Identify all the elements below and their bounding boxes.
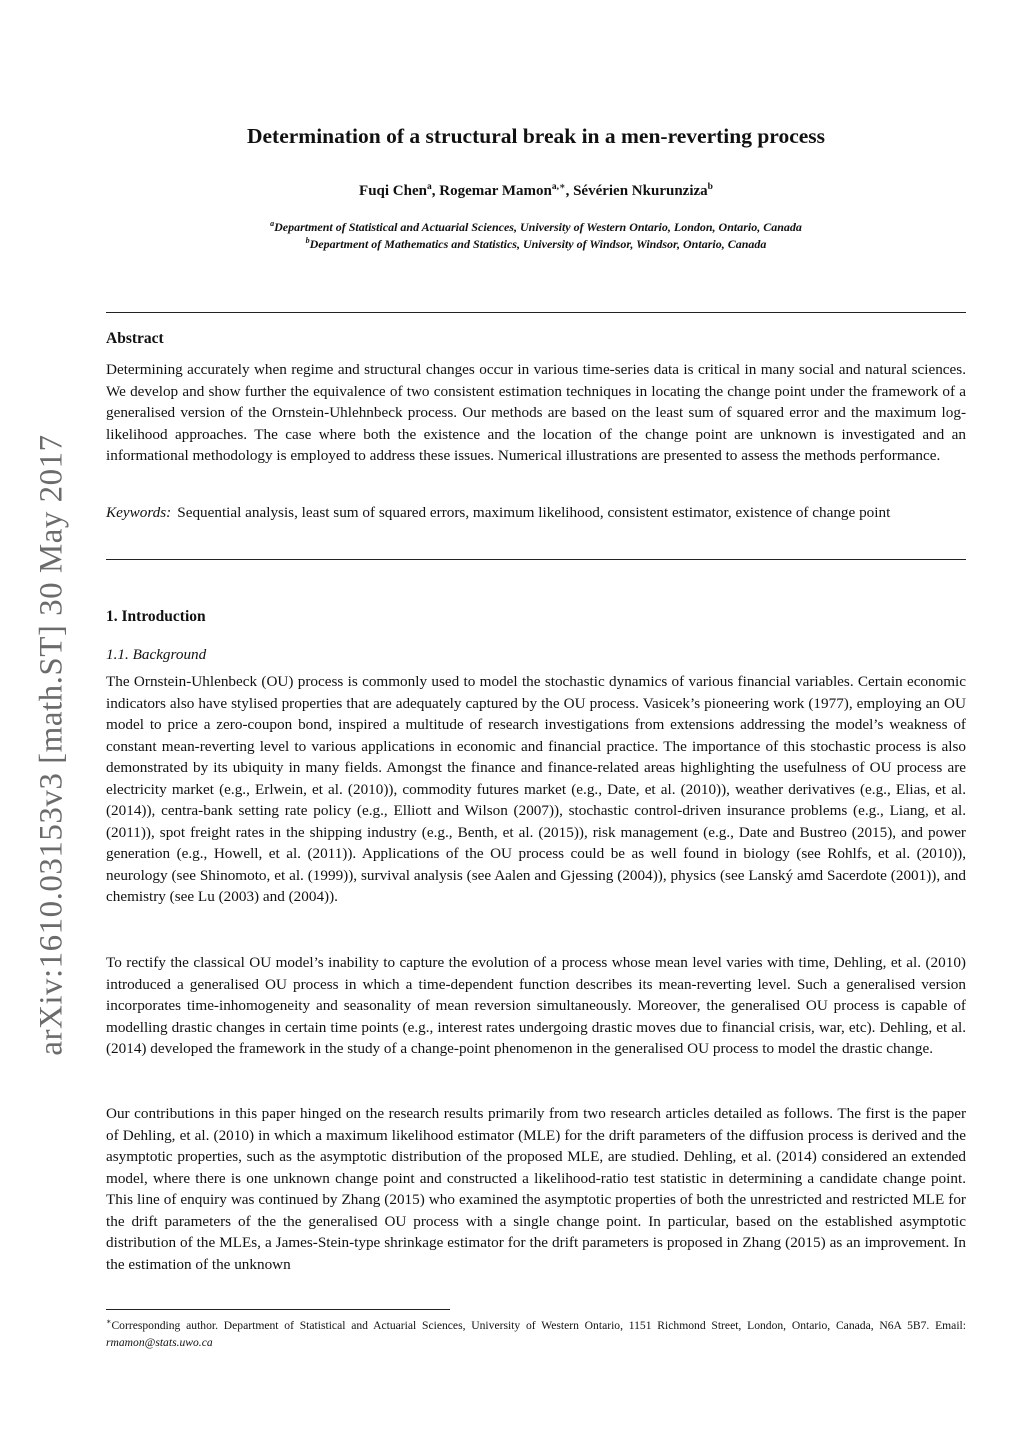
- section-heading: 1. Introduction: [106, 608, 206, 625]
- body-paragraph: The Ornstein-Uhlenbeck (OU) process is commonly used to model the stochastic dynamics of various financial variables. Certain economic indicators also have stylised properties that are adequately captured by the OU process. Vasicek’s pioneering work (1977), employing an OU model to price a zero-coupon bond, inspired a multitude of research investigations from extensions addressing the model’s weakness of constant mean-reverting level to various applications in economic and financial practice. The importance of this stochastic process is also demonstrated by its ubiquity in many fields. Amongst the finance and finance-related areas highlighting the usefulness of OU process are electricity market (e.g., Erlwein, et al. (2010)), commodity futures market (e.g., Date, et al. (2010)), weather derivatives (e.g., Elias, et al. (2014)), centra-bank setting rate policy (e.g., Elliott and Wilson (2007)), stochastic control-driven insurance problems (e.g., Liang, et al. (2011)), spot freight rates in the shipping industry (e.g., Benth, et al. (2015)), risk management (e.g., Date and Bustreo (2015), and power generation (e.g., Howell, et al. (2011)). Applications of the OU process could be as well found in biology (see Rohlfs, et al. (2010)), neurology (see Shinomoto, et al. (1999)), survival analysis (see Aalen and Gjessing (2004)), physics (see Lanský amd Sacerdote (2001)), and chemistry (see Lu (2003) and (2004)).: [106, 673, 966, 905]
- paper-title: Determination of a structural break in a men-reverting process: [246, 124, 826, 148]
- affiliation-text: Department of Statistical and Actuarial Sciences, University of Western Ontario, London, Ontario, Canada: [274, 220, 802, 234]
- footnote-text: Corresponding author. Department of Statistical and Actuarial Sciences, University of Western Ontario, 1151 Richmond Street, London, Ontario, Canada, N6A 5B7. Email:: [111, 1318, 966, 1332]
- subsection-heading: 1.1. Background: [106, 646, 207, 663]
- affiliation-mark: b: [305, 236, 310, 245]
- abstract-text: Determining accurately when regime and structural changes occur in various time-series data is critical in many social and natural sciences. We develop and show further the equivalence of two consistent estimation techniques in locating the change point under the framework of a generalised version of the Ornstein-Uhlehnbeck process. Our methods are based on the least sum of squared error and the maximum log-likelihood approaches. The case where both the existence and the location of the change point are unknown is investigated and an informational methodology is employed to address these issues. Numerical illustrations are presented to assess the methods performance.: [106, 361, 966, 464]
- footnote: [106, 1313, 966, 1351]
- author-affil-mark: b: [707, 182, 713, 192]
- author-name: Fuqi Chen: [359, 183, 427, 199]
- author-name: Sévérien Nkurunziza: [573, 183, 708, 199]
- author-affil-mark: a: [427, 182, 432, 192]
- footnote-rule: [106, 1309, 450, 1310]
- abstract-bottom-rule: [106, 559, 966, 560]
- author-list: Fuqi Chen$^a$, Rogemar Mamon$^{a,∗}$, Sévérien Nkurunziza$^b$: [359, 182, 713, 199]
- footnote-email: rmamon@stats.uwo.ca: [106, 1335, 213, 1349]
- affiliation-mark: a: [270, 219, 275, 228]
- arxiv-identifier: arXiv:1610.03153v3 [math.ST] 30 May 2017: [33, 434, 70, 1056]
- author-affil-mark: a,∗: [551, 182, 566, 192]
- abstract-heading: Abstract: [106, 330, 164, 347]
- keywords-label: Keywords:: [106, 504, 172, 521]
- affiliation: [106, 219, 966, 235]
- body-paragraph: Our contributions in this paper hinged on the research results primarily from two research articles detailed as follows. The first is the paper of Dehling, et al. (2010) in which a maximum likelihood estimator (MLE) for the drift parameters of the diffusion process is derived and the asymptotic properties, such as the asymptotic distribution of the proposed MLE, are studied. Dehling, et al. (2014) considered an extended model, where there is one unknown change point and constructed a likelihood-ratio test statistic in determining a candidate change point. This line of enquiry was continued by Zhang (2015) who examined the asymptotic properties of both the unrestricted and restricted MLE for the drift parameters of the the generalised OU process with a single change point. In particular, based on the established asymptotic distribution of the MLEs, a James-Stein-type shrinkage estimator for the drift parameters is proposed in Zhang (2015) as an improvement. In the estimation of the unknown: [106, 1105, 966, 1273]
- author-name: Rogemar Mamon: [439, 183, 552, 199]
- footnote-mark: ∗: [106, 1317, 112, 1326]
- body-paragraph: To rectify the classical OU model’s inability to capture the evolution of a process whose mean level varies with time, Dehling, et al. (2010) introduced a generalised OU process in which a time-dependent function describes its mean-reverting level. Such a generalised version incorporates time-inhomogeneity and seasonality of mean reversion simultaneously. Moreover, the generalised OU process is capable of modelling drastic changes in certain time points (e.g., interest rates undergoing drastic moves due to financial crisis, war, etc). Dehling, et al. (2014) developed the framework in the study of a change-point phenomenon in the generalised OU process to model the drastic change.: [106, 954, 966, 1057]
- abstract-top-rule: [106, 312, 966, 313]
- affiliation: [106, 236, 966, 252]
- affiliation-text: Department of Mathematics and Statistics, University of Windsor, Windsor, Ontario, Canada: [309, 237, 767, 251]
- keywords-text: Sequential analysis, least sum of squared errors, maximum likelihood, consistent estimator, existence of change point: [177, 504, 891, 521]
- keywords: [106, 502, 966, 524]
